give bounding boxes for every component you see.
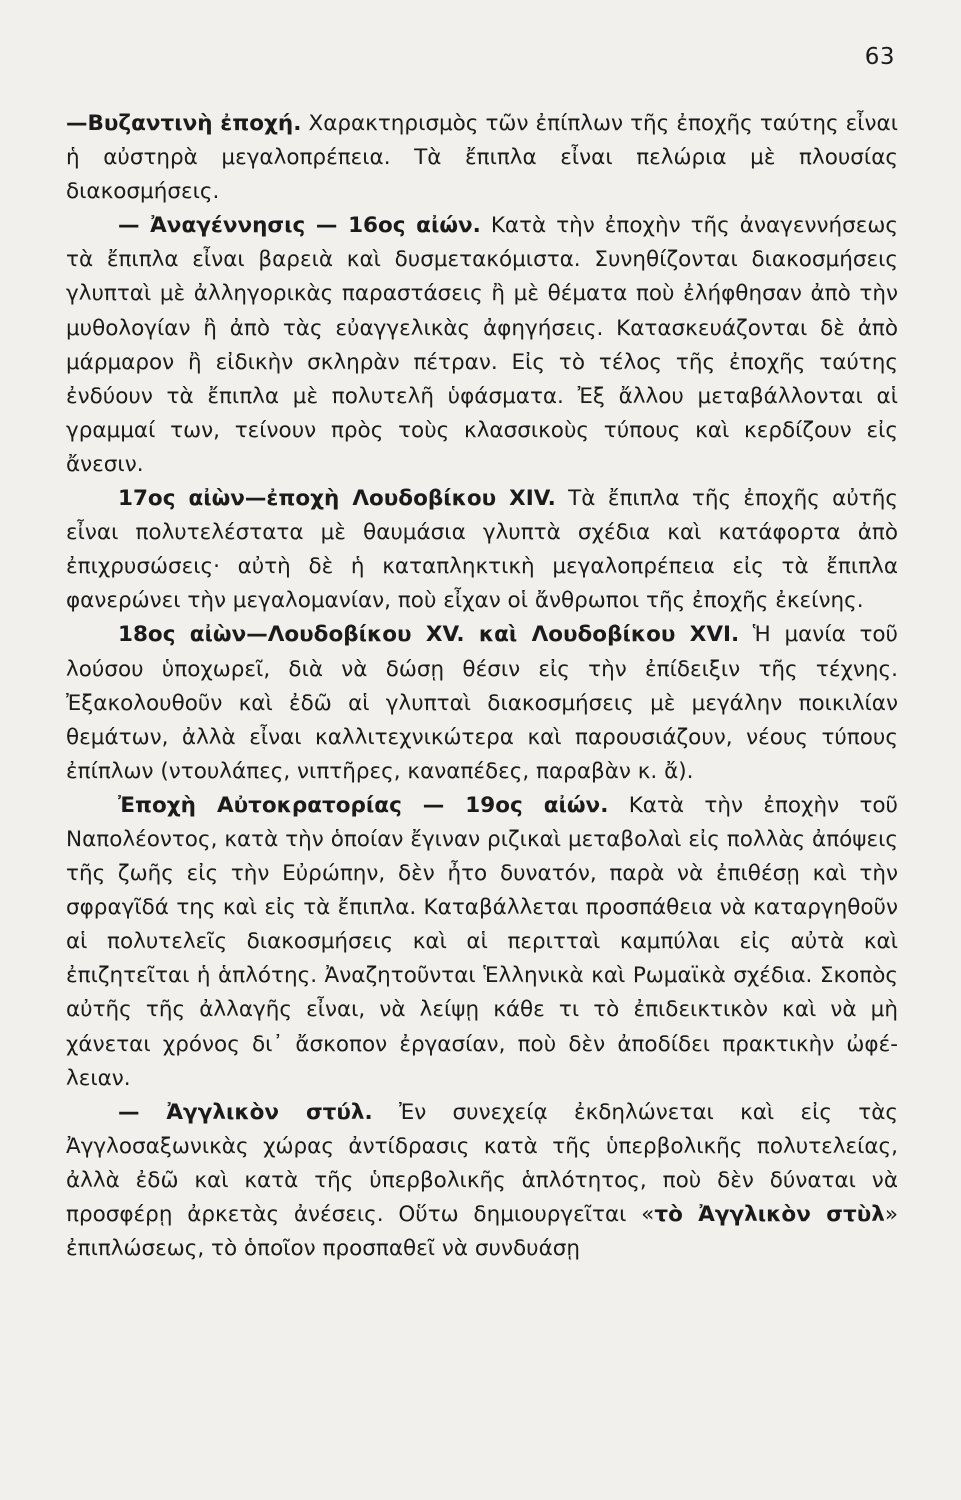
paragraph-empire <box>66 789 898 1096</box>
text-byzantine: Χαρακτηρισμὸς τῶν ἐπίπλων τῆς ἐποχῆς ταύτης εἶναι ἡ αὐστηρὰ μεγαλοπρέπεια. Τὰ ἔπιπλα εἶναι πελώρια μὲ πλουσίας διακοσμήσεις. <box>66 111 898 205</box>
paragraph-louis-xv-xvi <box>66 618 898 788</box>
paragraph-renaissance <box>66 209 898 482</box>
heading-louis-xiv: 17ος αἰὼν—ἐποχὴ Λουδοβίκου XIV. <box>118 486 556 512</box>
paragraph-english-style <box>66 1096 898 1266</box>
body-text <box>66 107 898 1266</box>
heading-english-style: — Ἀγγλικὸν στύλ. <box>118 1099 373 1125</box>
text-louis-xv-xvi: Ἡ μανία τοῦ λούσου ὑποχωρεῖ, διὰ νὰ δώσῃ θέσιν εἰς τὴν ἐπίδειξιν τῆς τέχνης. Ἐξακολουθοῦν καὶ ἐδῶ αἱ γλυπταὶ διακοσμήσεις μὲ μεγάλην ποικιλίαν θεμάτων, ἀλλὰ εἶναι καλλιτεχνικώτερα καὶ παρουσιάζουν, νέους τύπους ἐπίπλων (ντουλάπες, νιπτῆρες, καναπέδες, παραβὰν κ. ἄ). <box>66 622 898 784</box>
page-number: 63 <box>864 44 895 70</box>
text-empire: Κατὰ τὴν ἐποχὴν τοῦ Ναπολέοντος, κατὰ τὴν ὁποίαν ἔγιναν ριζικαὶ μεταβολαὶ εἰς πολλὰς ἀπόψεις τῆς ζωῆς εἰς τὴν Εὐρώπην, δὲν ἦτο δυνατόν, παρὰ νὰ ἐπιθέσῃ καὶ τὴν σφραγῖδά της καὶ εἰς τὰ ἔπιπλα. Καταβάλλεται προσπάθεια νὰ καταργηθοῦν αἱ πολυτελεῖς διακοσμήσεις καὶ αἱ περιτταὶ καμπύλαι εἰς αὐτὰ καὶ ἐπιζητεῖται ἡ ἁπλότης. Ἀναζητοῦνται Ἑλληνικὰ καὶ Ρωμαϊκὰ σχέδια. Σκοπὸς αὐτῆς τῆς ἀλλαγῆς εἶναι, νὰ λείψῃ κάθε τι τὸ ἐπιδεικτικὸν καὶ νὰ μὴ χάνεται χρόνος δι᾽ ἄσκοπον ἐργασίαν, ποὺ δὲν ἀποδίδει πρακτικὴν ὠφέλειαν. <box>66 792 898 1091</box>
text-renaissance: Κατὰ τὴν ἐποχὴν τῆς ἀναγεννήσεως τὰ ἔπιπλα εἶναι βαρειὰ καὶ δυσμετακόμιστα. Συνηθίζονται διακοσμήσεις γλυπταὶ μὲ ἀλληγορικὰς παραστάσεις ἢ μὲ θέματα ποὺ ἐλήφθησαν ἀπὸ τὴν μυθολογίαν ἢ ἀπὸ τὰς εὐαγγελικὰς ἀφηγήσεις. Κατασκευάζονται δὲ ἀπὸ μάρμαρον ἢ εἰδικὴν σκληρὰν πέτραν. Εἰς τὸ τέλος τῆς ἐποχῆς ταύτης ἐνδύουν τὰ ἔπιπλα μὲ πολυτελῆ ὑφάσματα. Ἐξ ἄλλου μεταβάλλονται αἱ γραμμαί των, τείνουν πρὸς τοὺς κλασσικοὺς τύπους καὶ κερδίζουν εἰς ἄνεσιν. <box>66 213 898 477</box>
heading-empire: Ἐποχὴ Αὐτοκρατορίας — 19ος αἰών. <box>118 792 609 818</box>
text-english-style: Ἐν συνεχείᾳ ἐκδηλώνεται καὶ εἰς τὰς Ἀγγλοσαξωνικὰς χώρας ἀντίδρασις κατὰ τῆς ὑπερβολικῆς πολυτελείας, ἀλλὰ ἐδῶ καὶ κατὰ τῆς ὑπερβολικῆς ἁπλότητος, ποὺ δὲν δύναται νὰ προσφέρῃ ἀρκετὰς ἀνέσεις. Οὕτω δημιουργεῖται « <box>66 1099 898 1227</box>
heading-english-style-inline: τὸ Ἀγγλικὸν στὺλ <box>654 1202 885 1227</box>
heading-renaissance: — Ἀναγέννησις — 16ος αἰών. <box>118 213 481 239</box>
heading-byzantine: —Βυζαντινὴ ἐποχή. <box>66 111 302 136</box>
text-english-style-end: » ἐπιπλώσεως, τὸ ὁποῖον προσπαθεῖ νὰ συνδυάσῃ <box>66 1202 899 1262</box>
text-louis-xiv: Τὰ ἔπιπλα τῆς ἐποχῆς αὐτῆς εἶναι πολυτελέστατα μὲ θαυμάσια γλυπτὰ σχέδια καὶ κατάφορτα ἀπὸ ἐπιχρυσώσεις· αὐτὴ δὲ ἡ καταπληκτικὴ μεγαλοπρέπεια εἰς τὰ ἔπιπλα φανερώνει τὴν μεγαλομανίαν, ποὺ εἶχαν οἱ ἄνθρωποι τῆς ἐποχῆς ἐκείνης. <box>66 486 898 614</box>
paragraph-byzantine <box>66 107 898 209</box>
paragraph-louis-xiv <box>66 482 898 618</box>
heading-louis-xv-xvi: 18ος αἰὼν—Λουδοβίκου XV. καὶ Λουδοβίκου XVI. <box>118 622 740 648</box>
